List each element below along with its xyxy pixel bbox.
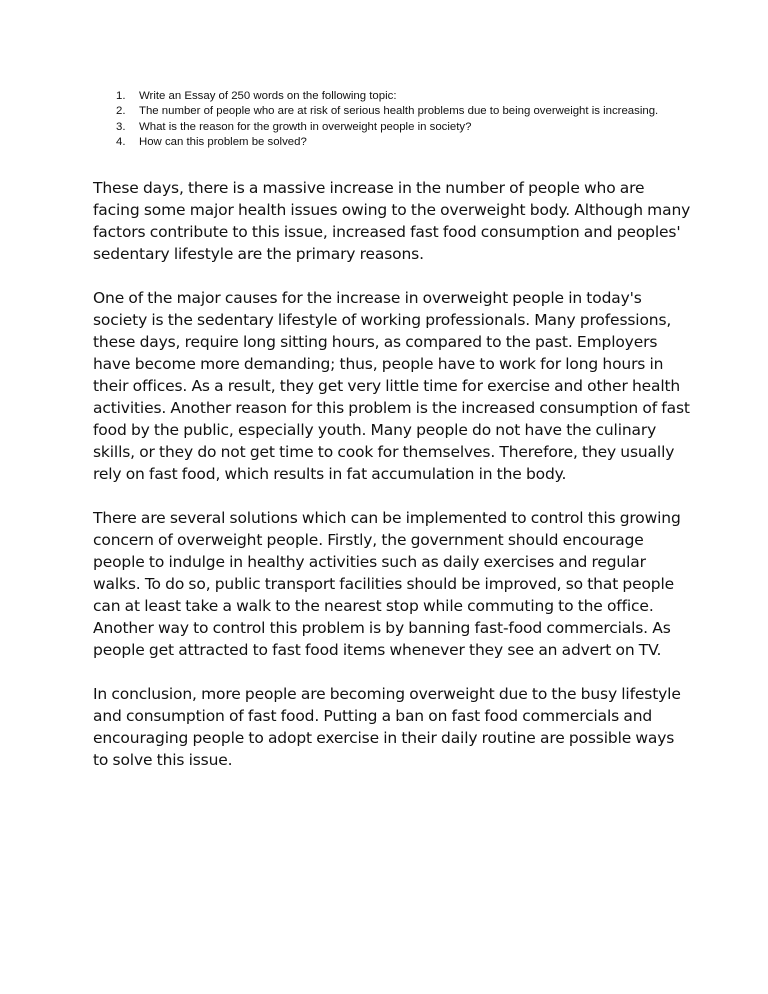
list-number: 1. [116,90,126,102]
essay-body [93,177,693,793]
essay-paragraph-solutions: There are several solutions which can be implemented to control this growing concern of overweight people. Firstly, the government should encourage people to indulge in healthy activities such as daily exercises and regular walks. To do so, public transport facilities should be improved, so that people can at least take a walk to the nearest stop while commuting to the office. Another way to control this problem is by banning fast-food commercials. As people get attracted to fast food items whenever they see an advert on TV. [93,509,681,659]
essay-paragraph-conclusion: In conclusion, more people are becoming overweight due to the busy lifestyle and consumption of fast food. Putting a ban on fast food commercials and encouraging people to adopt exercise in their daily routine are possible ways to solve this issue. [93,685,681,769]
prompt-list-item [116,135,676,150]
prompt-list [116,89,676,150]
list-item-text: Write an Essay of 250 words on the following topic: [139,90,397,102]
prompt-list-item [116,120,676,135]
prompt-list-item [116,89,676,104]
list-number: 2. [116,105,126,118]
prompt-list-item [116,104,676,119]
list-item-text: What is the reason for the growth in overweight people in society? [139,120,472,133]
list-item-text: The number of people who are at risk of serious health problems due to being overweight is increasing. [139,105,659,118]
list-item-text: How can this problem be solved? [139,135,307,148]
essay-paragraph-causes: One of the major causes for the increase in overweight people in today's society is the sedentary lifestyle of working professionals. Many professions, these days, require long sitting hours, as compared to the past. Employers have become more demanding; thus, people have to work for long hours in their offices. As a result, they get very little time for exercise and other health activities. Another reason for this problem is the increased consumption of fast food by the public, especially youth. Many people do not have the culinary skills, or they do not get time to cook for themselves. Therefore, they usually rely on fast food, which results in fat accumulation in the body. [93,289,690,483]
essay-paragraph-introduction: These days, there is a massive increase in the number of people who are facing some major health issues owing to the overweight body. Although many factors contribute to this issue, increased fast food consumption and peoples' sedentary lifestyle are the primary reasons. [93,179,691,263]
list-number: 4. [116,135,126,148]
list-number: 3. [116,120,126,133]
